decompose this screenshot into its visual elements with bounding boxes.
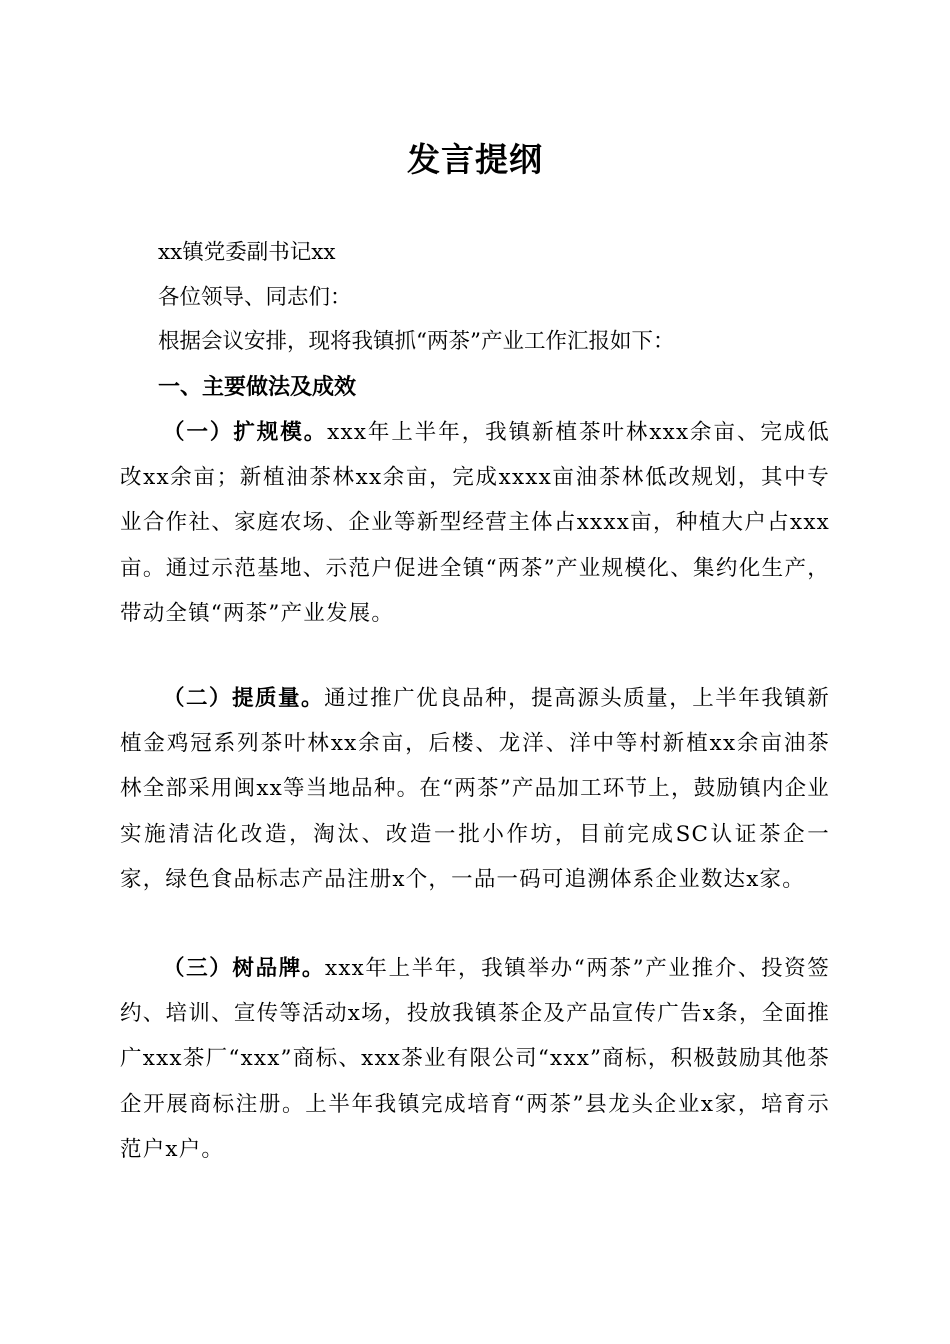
paragraph-expand-scale [120,410,830,636]
paragraph-text: xxx年上半年，我镇新植茶叶林xxx余亩、完成低改xx余亩；新植油茶林xx余亩，完成xxxx亩油茶林低改规划，其中专业合作社、家庭农场、企业等新型经营主体占xxxx亩，种植大户占xxx亩。通过示范基地、示范户促进全镇“两茶”产业规模化、集约化生产，带动全镇“两茶”产业发展。 [120,420,830,626]
paragraph-lead: （二）提质量。 [163,686,325,711]
document-title: 发言提纲 [407,140,543,179]
intro-line: 根据会议安排，现将我镇抓“两茶”产业工作汇报如下： [158,329,675,354]
speaker-line: xx镇党委副书记xx [158,240,336,265]
paragraph-lead: （三）树品牌。 [163,956,326,981]
paragraph-improve-quality [120,676,830,902]
paragraph-lead: （一）扩规模。 [163,420,328,445]
section-heading: 一、主要做法及成效 [158,374,357,400]
paragraph-build-brand [120,946,830,1172]
paragraph-text: 通过推广优良品种，提高源头质量，上半年我镇新植金鸡冠系列茶叶林xx余亩，后楼、龙洋、洋中等村新植xx余亩油茶林全部采用闽xx等当地品种。在“两茶”产品加工环节上，鼓励镇内企业实施清洁化改造，淘汰、改造一批小作坊，目前完成SC认证茶企一家，绿色食品标志产品注册x个，一品一码可追溯体系企业数达x家。 [120,686,830,892]
greeting-line: 各位领导、同志们： [158,285,352,310]
paragraph-text: xxx年上半年，我镇举办“两茶”产业推介、投资签约、培训、宣传等活动x场，投放我镇茶企及产品宣传广告x条，全面推广xxx茶厂“xxx”商标、xxx茶业有限公司“xxx”商标，积极鼓励其他茶企开展商标注册。上半年我镇完成培育“两茶”县龙头企业x家，培育示范户x户。 [120,956,830,1162]
